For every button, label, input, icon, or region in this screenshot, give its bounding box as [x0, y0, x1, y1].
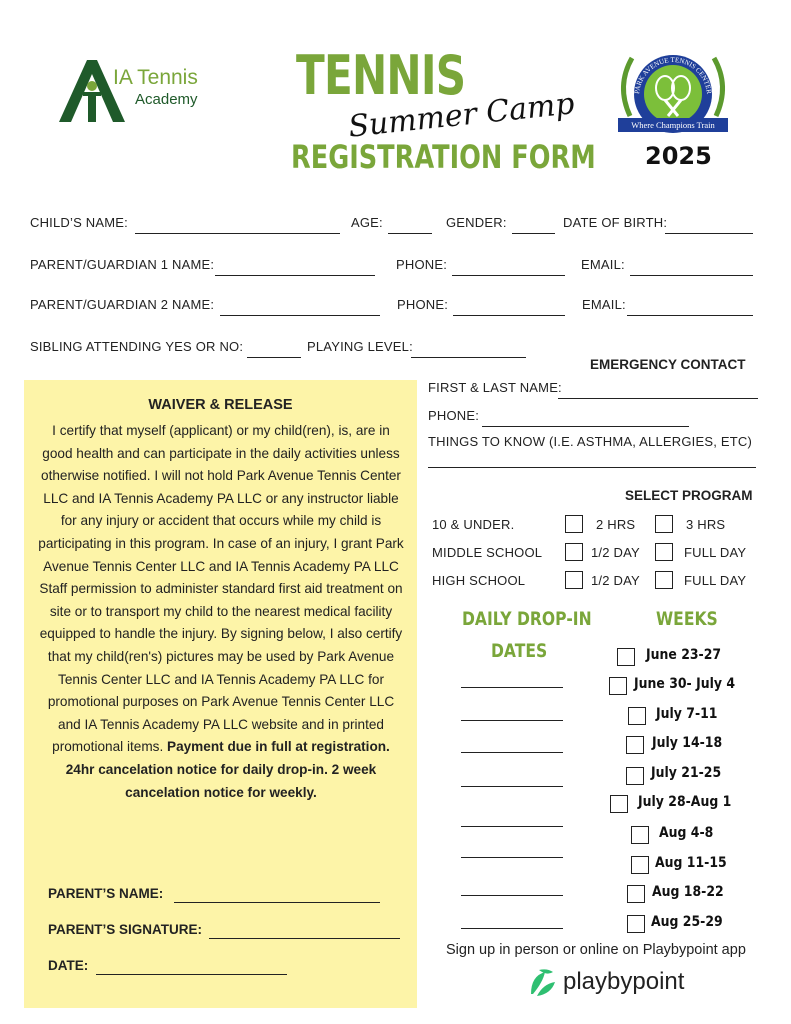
- program-option-label: FULL DAY: [684, 573, 747, 588]
- week-checkbox[interactable]: [617, 648, 635, 666]
- parent-signature-label: PARENT’S SIGNATURE:: [48, 922, 203, 937]
- week-checkbox[interactable]: [626, 736, 644, 754]
- week-checkbox[interactable]: [628, 707, 646, 725]
- guardian1-phone-label: PHONE:: [396, 257, 448, 272]
- dob-field[interactable]: [665, 219, 753, 234]
- guardian2-field[interactable]: [220, 301, 380, 316]
- year: 2025: [645, 142, 712, 170]
- gender-field[interactable]: [512, 219, 555, 234]
- playbypoint-brand: playbypoint: [563, 968, 685, 995]
- waiver-payment-terms: Payment due in full at registration. 24hr cancelation notice for daily drop-in. 2 week cancelation notice for weekly.: [65, 739, 390, 800]
- week-label: July 14-18: [652, 735, 723, 751]
- waiver-panel: [24, 380, 417, 1008]
- week-checkbox[interactable]: [626, 767, 644, 785]
- guardian1-email-field[interactable]: [630, 261, 753, 276]
- program-row-label: MIDDLE SCHOOL: [432, 545, 543, 560]
- week-checkbox[interactable]: [627, 885, 645, 903]
- playing-level-label: PLAYING LEVEL:: [307, 339, 413, 354]
- week-label: Aug 18-22: [652, 884, 724, 900]
- emergency-heading: EMERGENCY CONTACT: [590, 357, 746, 372]
- week-label: Aug 4-8: [659, 825, 714, 841]
- dropin-date-field[interactable]: [461, 895, 563, 896]
- title-summer-camp: Summer Camp: [346, 86, 577, 145]
- waiver-title: WAIVER & RELEASE: [148, 397, 293, 413]
- dropin-heading-line1: DAILY DROP-IN: [462, 608, 592, 630]
- date-label: DATE:: [48, 958, 89, 973]
- dropin-date-field[interactable]: [461, 687, 563, 688]
- guardian1-email-label: EMAIL:: [581, 257, 625, 272]
- sibling-label: SIBLING ATTENDING YES OR NO:: [30, 339, 244, 354]
- program-checkbox[interactable]: [655, 543, 673, 561]
- week-label: Aug 25-29: [651, 914, 723, 930]
- waiver-text: [38, 420, 404, 804]
- title-registration-form: REGISTRATION FORM: [291, 138, 596, 176]
- playbypoint-leaf-icon: [527, 966, 559, 998]
- crest-ribbon-text: Where Champions Train: [631, 120, 715, 130]
- academy-name-line1: IA Tennis: [113, 66, 198, 89]
- emergency-phone-label: PHONE:: [428, 408, 480, 423]
- age-field[interactable]: [388, 219, 432, 234]
- sibling-field[interactable]: [247, 343, 301, 358]
- dropin-date-field[interactable]: [461, 928, 563, 929]
- crest-arc-text: PARK AVENUE TENNIS CENTER: [633, 55, 713, 95]
- program-option-label: FULL DAY: [684, 545, 747, 560]
- parent-name-field[interactable]: [174, 888, 380, 903]
- program-checkbox[interactable]: [565, 515, 583, 533]
- academy-logo: [57, 56, 227, 126]
- program-option-label: 2 HRS: [596, 517, 636, 532]
- guardian2-email-label: EMAIL:: [582, 297, 626, 312]
- dropin-date-field[interactable]: [461, 720, 563, 721]
- playbypoint-logo: [527, 966, 707, 1002]
- guardian1-field[interactable]: [215, 261, 375, 276]
- playing-level-field[interactable]: [411, 343, 526, 358]
- week-checkbox[interactable]: [631, 826, 649, 844]
- week-checkbox[interactable]: [610, 795, 628, 813]
- age-label: AGE:: [351, 215, 383, 230]
- guardian2-label: PARENT/GUARDIAN 2 NAME:: [30, 297, 215, 312]
- parent-name-label: PARENT’S NAME:: [48, 886, 164, 901]
- week-label: June 23-27: [646, 647, 722, 663]
- guardian1-label: PARENT/GUARDIAN 1 NAME:: [30, 257, 215, 272]
- child-name-label: CHILD’S NAME:: [30, 215, 128, 230]
- signup-text: Sign up in person or online on Playbypoint app: [446, 942, 746, 958]
- dropin-heading-line2: DATES: [491, 640, 548, 662]
- emergency-phone-field[interactable]: [482, 412, 689, 427]
- week-label: July 21-25: [651, 765, 722, 781]
- week-checkbox[interactable]: [631, 856, 649, 874]
- parent-signature-field[interactable]: [209, 924, 400, 939]
- guardian2-phone-label: PHONE:: [397, 297, 449, 312]
- guardian1-phone-field[interactable]: [452, 261, 565, 276]
- dob-label: DATE OF BIRTH:: [563, 215, 668, 230]
- child-name-field[interactable]: [135, 219, 340, 234]
- dropin-date-field[interactable]: [461, 786, 563, 787]
- week-label: July 28-Aug 1: [638, 794, 732, 810]
- program-option-label: 1/2 DAY: [591, 573, 640, 588]
- dropin-date-field[interactable]: [461, 752, 563, 753]
- emergency-name-field[interactable]: [558, 384, 758, 399]
- gender-label: GENDER:: [446, 215, 507, 230]
- guardian2-phone-field[interactable]: [453, 301, 565, 316]
- program-heading: SELECT PROGRAM: [625, 488, 753, 503]
- dropin-date-field[interactable]: [461, 826, 563, 827]
- program-option-label: 3 HRS: [686, 517, 726, 532]
- week-label: July 7-11: [656, 706, 718, 722]
- week-label: June 30- July 4: [634, 676, 736, 692]
- waiver-body: I certify that myself (applicant) or my child(ren), is, are in good health and can participate in the daily activities unless otherwise notified. I will not hold Park Avenue Tennis Center LLC and IA Tennis Academy PA LLC or any instructor liable for any injury or accident that occurs while my child is participating in this program. In case of an injury, I grant Park Avenue Tennis Center LLC and IA Tennis Academy PA LLC Staff permission to administer standard first aid treatment on site or to transport my child to the nearest medical facility equipped to handle the injury. By signing below, I also certify that my child(ren's) pictures may be used by Park Avenue Tennis Center LLC and IA Tennis Academy PA LLC for promotional purposes on Park Avenue Tennis Center LLC and IA Tennis Academy PA LLC website and in printed promotional items.: [38, 423, 404, 755]
- week-label: Aug 11-15: [655, 855, 727, 871]
- emergency-things-label: THINGS TO KNOW (I.E. ASTHMA, ALLERGIES, ETC): [428, 434, 752, 449]
- program-option-label: 1/2 DAY: [591, 545, 640, 560]
- title-tennis: TENNIS: [296, 44, 466, 107]
- program-checkbox[interactable]: [565, 571, 583, 589]
- academy-name-line2: Academy: [135, 91, 198, 108]
- date-field[interactable]: [96, 960, 287, 975]
- park-avenue-crest: [610, 46, 736, 138]
- program-checkbox[interactable]: [655, 571, 673, 589]
- emergency-things-field[interactable]: [428, 453, 756, 468]
- program-row-label: HIGH SCHOOL: [432, 573, 526, 588]
- program-row-label: 10 & UNDER.: [432, 517, 515, 532]
- week-checkbox[interactable]: [609, 677, 627, 695]
- weeks-heading: WEEKS: [656, 608, 718, 630]
- program-checkbox[interactable]: [565, 543, 583, 561]
- dropin-date-field[interactable]: [461, 857, 563, 858]
- emergency-name-label: FIRST & LAST NAME:: [428, 380, 562, 395]
- guardian2-email-field[interactable]: [627, 301, 753, 316]
- week-checkbox[interactable]: [627, 915, 645, 933]
- program-checkbox[interactable]: [655, 515, 673, 533]
